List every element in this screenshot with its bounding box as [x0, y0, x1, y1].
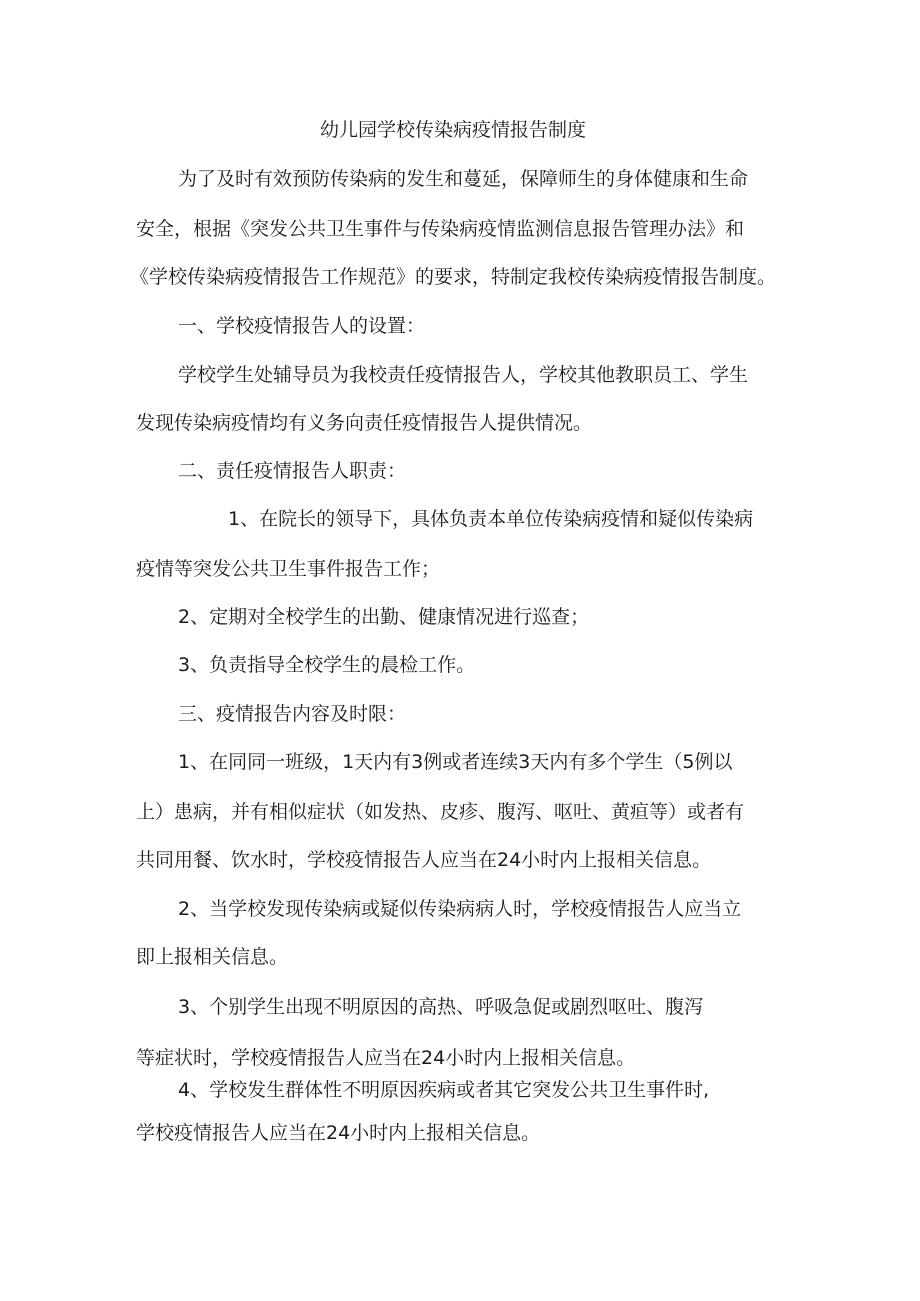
list-item-line: 3、个别学生出现不明原因的高热、呼吸急促或剧烈呕吐、腹泻 [178, 996, 704, 1018]
paragraph-line: 为了及时有效预防传染病的发生和蔓延，保障师生的身体健康和生命 [178, 168, 749, 190]
list-item-line: 4、学校发生群体性不明原因疾病或者其它突发公共卫生事件时, [178, 1079, 710, 1101]
list-item-line: 2、当学校发现传染病或疑似传染病病人时，学校疫情报告人应当立 [178, 898, 742, 920]
document-title: 幼儿园学校传染病疫情报告制度 [320, 119, 587, 141]
paragraph-line: 《学校传染病疫情报告工作规范》的要求，特制定我校传染病疫情报告制度。 [130, 266, 777, 288]
paragraph-line: 发现传染病疫情均有义务向责任疫情报告人提供情况。 [136, 412, 593, 434]
list-item-line: 1、在院长的领导下，具体负责本单位传染病疫情和疑似传染病 [228, 508, 754, 530]
section-heading: 二、责任疫情报告人职责： [178, 460, 407, 482]
section-heading: 一、学校疫情报告人的设置： [178, 315, 426, 337]
list-item-line: 1、在同同一班级，1天内有3例或者连续3天内有多个学生（5例以 [178, 751, 733, 773]
list-item-line: 上）患病，并有相似症状（如发热、皮疹、腹泻、呕吐、黄疸等）或者有 [136, 801, 745, 823]
list-item-line: 学校疫情报告人应当在24小时内上报相关信息。 [136, 1122, 541, 1144]
paragraph-line: 安全，根据《突发公共卫生事件与传染病疫情监测信息报告管理办法》和 [136, 218, 745, 240]
list-item-line: 即上报相关信息。 [136, 946, 289, 968]
list-item-line: 等症状时，学校疫情报告人应当在24小时内上报相关信息。 [136, 1047, 636, 1069]
list-item-line: 3、负责指导全校学生的晨检工作。 [178, 654, 476, 676]
section-heading: 三、疫情报告内容及时限： [178, 703, 407, 725]
list-item-line: 疫情等突发公共卫生事件报告工作； [136, 558, 441, 580]
list-item-line: 共同用餐、饮水时，学校疫情报告人应当在24小时内上报相关信息。 [136, 849, 712, 871]
paragraph-line: 学校学生处辅导员为我校责任疫情报告人，学校其他教职员工、学生 [178, 364, 749, 386]
list-item-line: 2、定期对全校学生的出勤、健康情况进行巡查； [178, 606, 590, 628]
